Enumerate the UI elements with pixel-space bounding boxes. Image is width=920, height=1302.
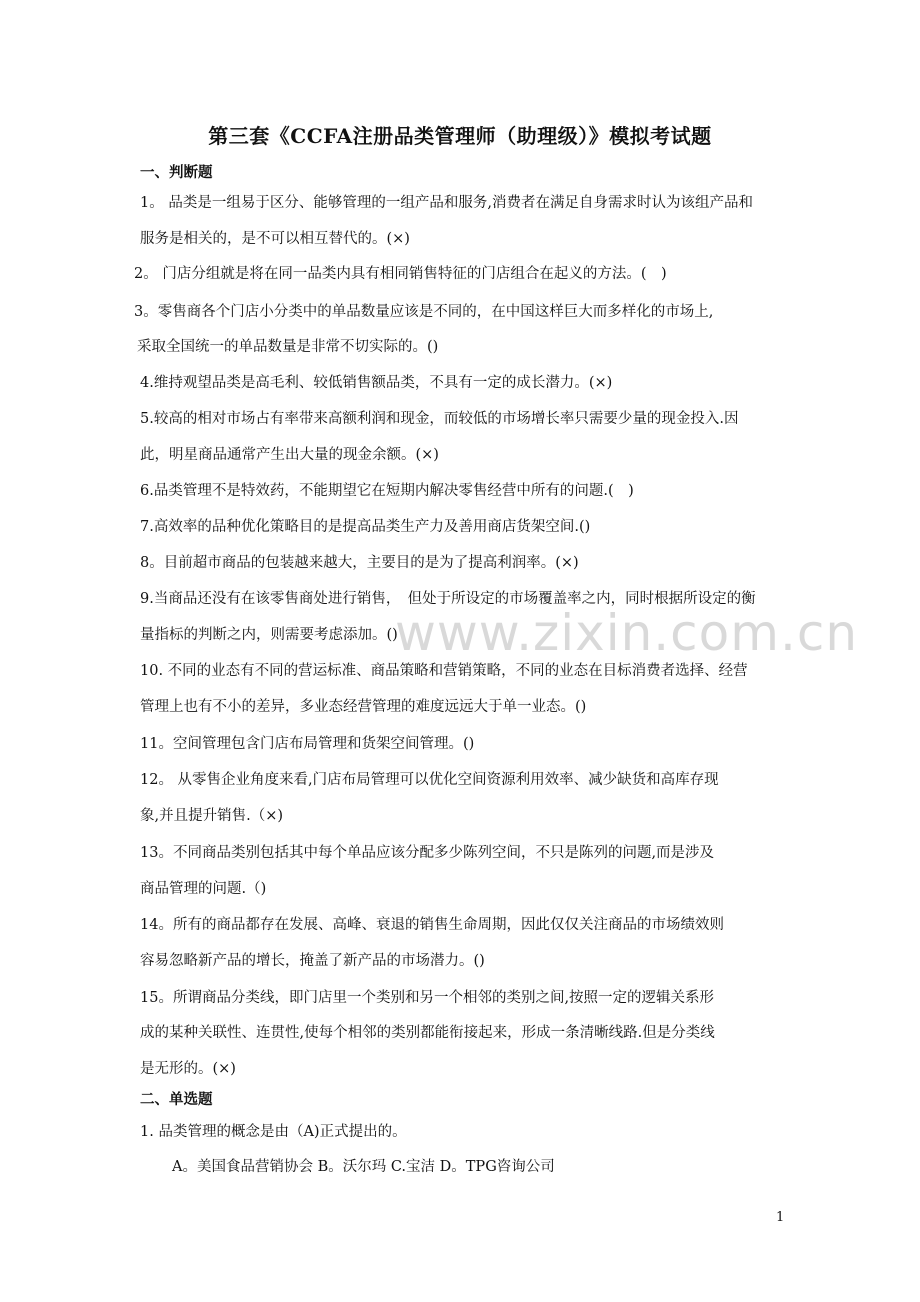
section-heading-true-false: 一、判断题: [140, 164, 213, 181]
question-line: 容易忽略新产品的增长，掩盖了新产品的市场潜力。(): [140, 953, 485, 969]
question-line: 11。空间管理包含门店布局管理和货架空间管理。(): [140, 736, 475, 752]
question-line: 5.较高的相对市场占有率带来高额利润和现金，而较低的市场增长率只需要少量的现金投入.因: [140, 411, 739, 427]
question-line: 此，明星商品通常产生出大量的现金余额。(×): [140, 447, 439, 463]
question-line: 13。不同商品类别包括其中每个单品应该分配多少陈列空间，不只是陈列的问题,而是涉及: [140, 845, 715, 861]
question-line: 商品管理的问题.（): [140, 881, 267, 897]
question-line: 12。 从零售企业角度来看,门店布局管理可以优化空间资源利用效率、减少缺货和高库存现: [140, 772, 719, 788]
question-line: 3。零售商各个门店小分类中的单品数量应该是不同的，在中国这样巨大而多样化的市场上,: [134, 304, 714, 320]
question-line: 15。所谓商品分类线，即门店里一个类别和另一个相邻的类别之间,按照一定的逻辑关系形: [140, 990, 715, 1006]
section-heading-single-choice: 二、单选题: [140, 1091, 213, 1108]
question-line: 8。目前超市商品的包装越来越大，主要目的是为了提高利润率。(×): [140, 555, 579, 571]
question-line: 成的某种关联性、连贯性,使每个相邻的类别都能衔接起来，形成一条清晰线路.但是分类线: [140, 1025, 715, 1041]
document-title: 第三套《CCFA注册品类管理师（助理级）》模拟考试题: [208, 124, 712, 148]
page-number: 1: [776, 1210, 785, 1225]
question-line: 1。 品类是一组易于区分、能够管理的一组产品和服务,消费者在满足自身需求时认为该组产品和: [140, 195, 753, 211]
watermark-text: www.zixin.com.cn: [395, 604, 859, 662]
question-line: 服务是相关的，是不可以相互替代的。(×): [140, 231, 410, 247]
question-line: 采取全国统一的单品数量是非常不切实际的。(): [137, 339, 439, 355]
question-line: 10. 不同的业态有不同的营运标准、商品策略和营销策略，不同的业态在目标消费者选择、经营: [140, 663, 748, 679]
question-line: 象,并且提升销售.（×): [140, 808, 284, 824]
question-line: 管理上也有不小的差异，多业态经营管理的难度远远大于单一业态。(): [140, 699, 587, 715]
question-line: 量指标的判断之内，则需要考虑添加。(): [140, 627, 398, 643]
question-line: 1. 品类管理的概念是由（A)正式提出的。: [140, 1124, 407, 1140]
question-line: 4.维持观望品类是高毛利、较低销售额品类，不具有一定的成长潜力。(×): [140, 375, 613, 391]
question-line: 7.高效率的品种优化策略目的是提高品类生产力及善用商店货架空间.(): [140, 519, 591, 535]
question-line: 14。所有的商品都存在发展、高峰、衰退的销售生命周期，因此仅仅关注商品的市场绩效则: [140, 917, 724, 933]
question-line: 9.当商品还没有在该零售商处进行销售， 但处于所设定的市场覆盖率之内，同时根据所设定的衡: [140, 591, 756, 607]
question-line: 是无形的。(×): [140, 1061, 236, 1077]
question-line: 2。 门店分组就是将在同一品类内具有相同销售特征的门店组合在起义的方法。( ): [134, 266, 667, 282]
answer-options: A。美国食品营销协会 B。沃尔玛 C.宝洁 D。TPG咨询公司: [172, 1159, 555, 1175]
question-line: 6.品类管理不是特效药，不能期望它在短期内解决零售经营中所有的问题.( ): [140, 483, 634, 499]
